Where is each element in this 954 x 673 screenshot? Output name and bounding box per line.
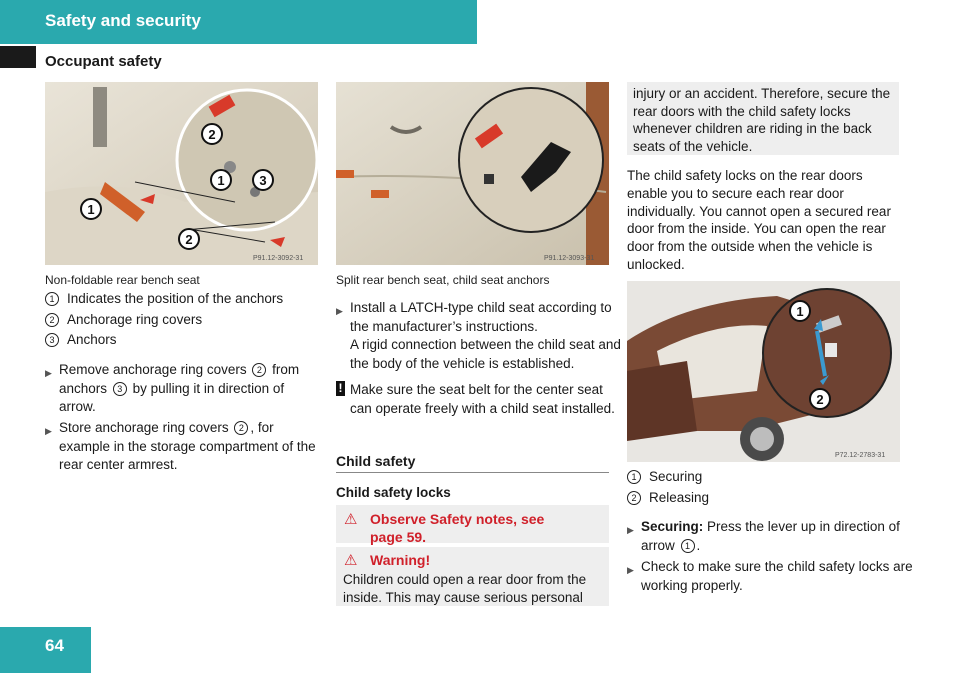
svg-text:1: 1	[217, 173, 225, 188]
side-tab-marker	[0, 46, 36, 68]
caption-2: Split rear bench seat, child seat anchors	[336, 273, 550, 287]
page-number: 64	[45, 636, 64, 655]
safety-notes-link[interactable]: Observe Safety notes, see page 59.	[370, 511, 545, 545]
legend-row: 2 Releasing	[627, 490, 709, 505]
svg-text:1: 1	[87, 202, 95, 217]
caption-1: Non-foldable rear bench seat	[45, 273, 200, 287]
svg-text:1: 1	[796, 304, 804, 319]
image-code-3: P72.12-2783-31	[835, 452, 886, 459]
instruction-remove-covers: ▶ Remove anchorage ring covers 2 from anchors 3 by pulling it in direction of arrow.	[45, 362, 300, 414]
svg-text:3: 3	[259, 173, 267, 188]
divider	[336, 472, 609, 473]
legend-row: 3 Anchors	[45, 332, 117, 347]
svg-text:2: 2	[816, 392, 824, 407]
warning-triangle-icon: ⚠	[344, 552, 358, 569]
instruction-install-latch: ▶ Install a LATCH-type child seat according to the manufacturer’s instructions. A rigid connection between the child seat and the body of the vehicle is established.	[336, 300, 621, 371]
warning-box	[336, 547, 609, 606]
svg-text:2: 2	[208, 127, 216, 142]
bullet-arrow-icon: ▶	[336, 306, 343, 316]
instruction-securing: ▶ Securing: Press the lever up in direction of arrow 1 .	[627, 519, 900, 553]
section-title: Occupant safety	[45, 53, 162, 70]
header-title: Safety and security	[45, 11, 201, 30]
split-bench-seat-photo	[336, 82, 609, 265]
important-note: ! Make sure the seat belt for the center seat can operate freely with a child seat installed.	[336, 381, 615, 418]
warning-text: Children could open a rear door from the inside. This may cause serious personal	[343, 572, 587, 605]
bullet-arrow-icon: ▶	[627, 565, 634, 575]
warning-triangle-icon: ⚠	[344, 511, 358, 528]
warning-title: Warning!	[370, 552, 431, 568]
bullet-arrow-icon: ▶	[627, 525, 634, 535]
svg-text:2: 2	[185, 232, 193, 247]
bullet-arrow-icon: ▶	[45, 368, 52, 378]
legend-row: 1 Securing	[627, 469, 702, 484]
warning-box-continued	[627, 82, 899, 155]
exclamation-icon: !	[336, 381, 345, 396]
warning-text-continued: injury or an accident. Therefore, secure the rear doors with the child safety locks whenever children are riding in the back seats of the vehicle.	[633, 86, 891, 154]
bullet-arrow-icon: ▶	[45, 426, 52, 436]
image-code-1: P91.12-3092-31	[253, 255, 304, 262]
instruction-check-locks: ▶ Check to make sure the child safety locks are working properly.	[627, 559, 913, 593]
instruction-store-covers: ▶ Store anchorage ring covers 2 , for example in the storage compartment of the rear center armrest.	[45, 420, 316, 472]
legend-row: 1 Indicates the position of the anchors	[45, 291, 283, 306]
rear-bench-seat-photo	[45, 82, 318, 265]
legend-row: 2 Anchorage ring covers	[45, 312, 202, 327]
image-code-2: P91.12-3093-31	[544, 255, 595, 262]
child-locks-paragraph: The child safety locks on the rear doors enable you to secure each rear door individually. You cannot open a secured rear door from the inside. You can open the rear door from the outside when the vehicle is unlocked.	[627, 168, 891, 272]
rear-door-lock-photo	[627, 281, 900, 462]
child-safety-heading: Child safety	[336, 453, 416, 469]
safety-notes-box	[336, 505, 609, 543]
child-locks-heading: Child safety locks	[336, 485, 451, 500]
